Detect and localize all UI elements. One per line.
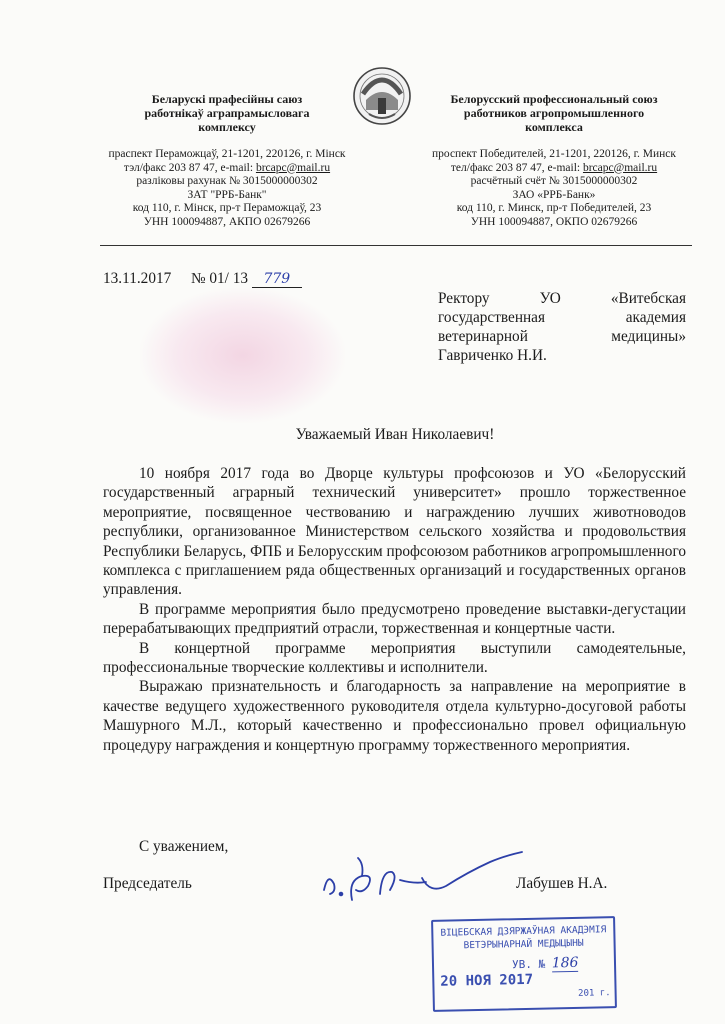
tax-id-line: УНН 100094887, АКПО 02679266 <box>143 215 311 228</box>
address-line: праспект Пераможцаў, 21-1201, 220126, г. Мінск <box>108 148 346 160</box>
phone-line: тэл/факс 203 87 47, e-mail: brcapc@mail.ru <box>123 161 331 174</box>
handwritten-number: 779 <box>252 271 302 288</box>
handwritten-signature <box>318 850 538 912</box>
salutation: Уважаемый Иван Николаевич! <box>295 426 495 443</box>
incoming-stamp: ВІЦЕБСКАЯ ДЗЯРЖАЎНАЯ АКАДЭМІЯ ВЕТЭРЫНАРНАЙ МЕДЫЦЫНЫ УВ. № 186 20 НОЯ 2017 201 г. <box>431 916 617 1012</box>
bank-code-line: код 110, г. Минск, пр-т Победителей, 23 <box>456 202 652 215</box>
letter-number: № 01/ 13 <box>190 270 249 287</box>
address-line: проспект Победителей, 21-1201, 220126, г. Минск <box>432 148 676 160</box>
org-name-russian: Белорусский профессиональный союз работников агропромышленного комплекса <box>450 92 658 134</box>
header-left <box>96 92 358 230</box>
email-link[interactable]: brcapc@mail.ru <box>582 161 658 174</box>
account-line: разліковы рахунак № 3015000000302 <box>136 175 318 188</box>
signer-title: Председатель <box>103 875 192 892</box>
bank-line: ЗАО «РРБ-Банк» <box>512 188 596 201</box>
reference-line <box>103 270 302 288</box>
paragraph: 10 ноября 2017 года во Дворце культуры профсоюзов и УО «Белорусский государственный аграрный технический университет» прошло торжественное мероприятие, посвященное чествованию и награждению лучших животноводов республики, организованное Министерством сельского хозяйства и продовольствия Республики Беларусь, ФПБ и Белорусским профсоюзом работников агропромышленного комплекса с приглашением ряда общественных организаций и государственных органов управления. <box>103 465 686 599</box>
union-logo <box>351 60 413 132</box>
signer-name: Лабушев Н.А. <box>516 875 608 892</box>
closing: С уважением, <box>139 838 229 855</box>
addressee-block: Ректору УО «Витебская государственная академия ветеринарной медицины» Гавриченко Н.И. <box>438 290 686 364</box>
phone-line: тел/факс 203 87 47, e-mail: brcapc@mail.ru <box>450 161 658 174</box>
bank-line: ЗАТ "РРБ-Банк" <box>187 188 267 201</box>
redacted-area <box>140 288 345 423</box>
paragraph: В программе мероприятия было предусмотрено проведение выставки-дегустации перерабатывающих предприятий отрасли, торжественная и концертные части. <box>103 600 686 638</box>
letter-date: 13.11.2017 <box>103 270 172 287</box>
stamp-date: 20 НОЯ 2017 <box>440 971 534 990</box>
paragraph: В концертной программе мероприятия выступили самодеятельные, профессиональные творческие коллективы и исполнители. <box>103 639 686 677</box>
account-line: расчётный счёт № 3015000000302 <box>470 175 638 188</box>
email-link[interactable]: brcapc@mail.ru <box>255 161 331 174</box>
addressee-name: Гавриченко Н.И. <box>438 347 547 364</box>
paragraph: Выражаю признательность и благодарность за направление на мероприятие в качестве ведущего художественного руководителя отдела культурно-досуговой работы Машурного М.Л., который качественно и профессионально провел официальную процедуру награждения и концертную программу торжественного мероприятия. <box>103 678 686 754</box>
tax-id-line: УНН 100094887, ОКПО 02679266 <box>470 215 638 228</box>
header-divider <box>100 245 692 246</box>
bank-code-line: код 110, г. Мінск, пр-т Пераможцаў, 23 <box>132 202 322 215</box>
org-name-belarusian: Беларускі прафесійны саюз работнікаў аграпрамысловага комплексу <box>144 92 310 134</box>
header-right <box>416 92 692 230</box>
letter-body <box>103 464 686 755</box>
